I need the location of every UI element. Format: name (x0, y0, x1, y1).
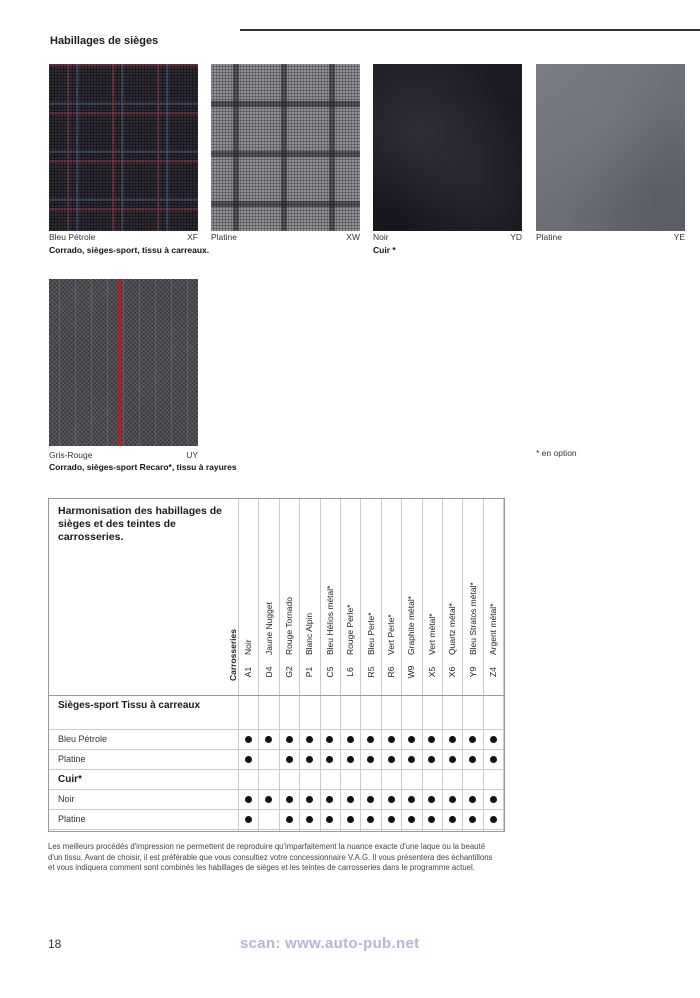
color-name-header: Argent métal* (488, 603, 498, 655)
swatch-code: YE (673, 232, 685, 242)
color-code-header: Z4 (488, 667, 498, 677)
swatch-code: YD (510, 232, 522, 242)
compatibility-dot (286, 756, 293, 763)
table-column-divider (360, 499, 361, 831)
color-name-header: Blanc Alpin (304, 612, 315, 655)
color-name-header: Vert métal* (426, 613, 437, 655)
swatch-code: XF (187, 232, 198, 242)
compatibility-dot (408, 736, 415, 743)
swatch-code: UY (186, 450, 198, 460)
compatibility-dot (326, 736, 333, 743)
color-name-header: Bleu Perle* (365, 612, 376, 655)
swatch-label: Noir (373, 232, 389, 242)
compatibility-dot (428, 796, 435, 803)
compatibility-dot (469, 756, 476, 763)
table-column-divider (279, 499, 280, 831)
compatibility-dot (286, 736, 293, 743)
compatibility-dot (388, 736, 395, 743)
row-divider (49, 769, 504, 770)
row-divider (49, 749, 504, 750)
compatibility-dot (469, 796, 476, 803)
compatibility-dot (367, 756, 374, 763)
table-column-divider (422, 499, 423, 831)
compatibility-dot (490, 736, 497, 743)
color-name-header: Graphite métal* (406, 595, 417, 655)
compatibility-dot (449, 816, 456, 823)
compatibility-dot (347, 736, 354, 743)
color-name-header: Bleu Hélios métal* (324, 585, 335, 655)
top-rule (240, 29, 700, 31)
group-title: Sièges-sport Tissu à carreaux (58, 700, 201, 711)
table-column-divider (238, 499, 239, 831)
table-column-divider (299, 499, 300, 831)
compatibility-dot (367, 816, 374, 823)
compatibility-dot (388, 816, 395, 823)
compatibility-dot (428, 736, 435, 743)
compatibility-dot (449, 756, 456, 763)
color-code-header: Y9 (467, 666, 478, 678)
row-divider (49, 829, 504, 830)
swatch-code: XW (346, 232, 360, 242)
footnote-option: * en option (536, 448, 577, 458)
compatibility-dot (449, 796, 456, 803)
compatibility-dot (245, 756, 252, 763)
compatibility-dot (428, 756, 435, 763)
color-code-header: P1 (304, 666, 315, 678)
compatibility-dot (326, 816, 333, 823)
table-column-divider (483, 499, 484, 831)
compatibility-dot (490, 816, 497, 823)
row-divider (49, 789, 504, 790)
compatibility-dot (347, 816, 354, 823)
color-name-header: Jaune Nugget (263, 602, 274, 655)
compatibility-dot (347, 796, 354, 803)
swatch-uy (49, 279, 198, 446)
compatibility-dot (306, 736, 313, 743)
compatibility-dot (367, 796, 374, 803)
row-label: Noir (58, 794, 75, 804)
swatch-label: Gris-Rouge (49, 450, 93, 460)
table-column-divider (442, 499, 443, 831)
color-code-header: L6 (345, 667, 356, 677)
caption-cuir: Cuir * (373, 245, 396, 255)
compatibility-dot (469, 816, 476, 823)
swatch-yd (373, 64, 522, 231)
color-code-header: G2 (284, 666, 294, 678)
color-name-header: Vert Perle* (386, 614, 396, 655)
row-divider (49, 809, 504, 810)
compatibility-dot (408, 756, 415, 763)
compatibility-dot (388, 796, 395, 803)
compatibility-dot (306, 816, 313, 823)
compatibility-dot (245, 816, 252, 823)
color-code-header: R5 (365, 666, 376, 678)
swatch-label: Platine (536, 232, 562, 242)
table-title: Harmonisation des habillages de sièges et des teintes de carrosseries. (58, 505, 222, 543)
table-column-divider (401, 499, 402, 831)
caption-recaro: Corrado, sièges-sport Recaro*, tissu à rayures (49, 462, 237, 472)
color-name-header: Bleu Stratos métal* (467, 582, 478, 655)
table-column-divider (503, 499, 504, 831)
swatch-label: Platine (211, 232, 237, 242)
scan-credit: scan: www.auto-pub.net (240, 935, 420, 952)
carrosseries-label: Carrosseries (228, 629, 238, 681)
compatibility-dot (326, 756, 333, 763)
compatibility-dot (245, 736, 252, 743)
compatibility-dot (408, 816, 415, 823)
compatibility-dot (367, 736, 374, 743)
compatibility-dot (265, 736, 272, 743)
table-column-divider (381, 499, 382, 831)
table-column-divider (462, 499, 463, 831)
color-name-header: Quartz métal* (447, 603, 458, 655)
swatch-xw (211, 64, 360, 231)
compatibility-dot (490, 756, 497, 763)
compatibility-dot (286, 816, 293, 823)
color-name-header: Rouge Perle* (345, 604, 356, 655)
color-code-header: W9 (406, 665, 417, 679)
page-title: Habillages de sièges (50, 35, 159, 47)
compatibility-dot (428, 816, 435, 823)
color-name-header: Noir (243, 639, 254, 655)
compatibility-dot (469, 736, 476, 743)
compatibility-dot (326, 796, 333, 803)
color-code-header: C5 (324, 666, 335, 678)
row-label: Bleu Pétrole (58, 734, 108, 744)
row-label: Platine (58, 814, 86, 824)
color-code-header: D4 (263, 666, 274, 678)
color-code-header: X6 (447, 666, 458, 678)
header-divider (49, 695, 504, 696)
harmonisation-table (48, 498, 505, 832)
compatibility-dot (245, 796, 252, 803)
caption-tissu-carreaux: Corrado, sièges-sport, tissu à carreaux. (49, 245, 210, 255)
row-divider (49, 729, 504, 730)
compatibility-dot (306, 756, 313, 763)
color-code-header: X5 (426, 666, 437, 678)
color-name-header: Rouge Tornado (284, 597, 294, 655)
swatch-ye (536, 64, 685, 231)
compatibility-dot (490, 796, 497, 803)
compatibility-dot (449, 736, 456, 743)
page-number: 18 (48, 937, 62, 951)
compatibility-dot (306, 796, 313, 803)
table-column-divider (320, 499, 321, 831)
compatibility-dot (388, 756, 395, 763)
group-title: Cuir* (58, 774, 82, 785)
disclaimer-text: Les meilleurs procédés d'impression ne permettent de reproduire qu'imparfaitement la nuance exacte d'une laque ou la beauté d'un tissu. Avant de choisir, il est préférable que vous consultiez votre concessionnaire V.A.G. Il vous présentera des échantillons et vous indiquera comment sont combinés les habillages de sièges et les teintes de carrosseries dans le programme actuel. (48, 842, 493, 872)
compatibility-dot (286, 796, 293, 803)
swatch-xf (49, 64, 198, 231)
table-column-divider (258, 499, 259, 831)
table-column-divider (340, 499, 341, 831)
compatibility-dot (408, 796, 415, 803)
compatibility-dot (265, 796, 272, 803)
row-label: Platine (58, 754, 86, 764)
swatch-label: Bleu Pétrole (49, 232, 96, 242)
compatibility-dot (347, 756, 354, 763)
color-code-header: R6 (386, 666, 396, 678)
color-code-header: A1 (243, 666, 254, 678)
